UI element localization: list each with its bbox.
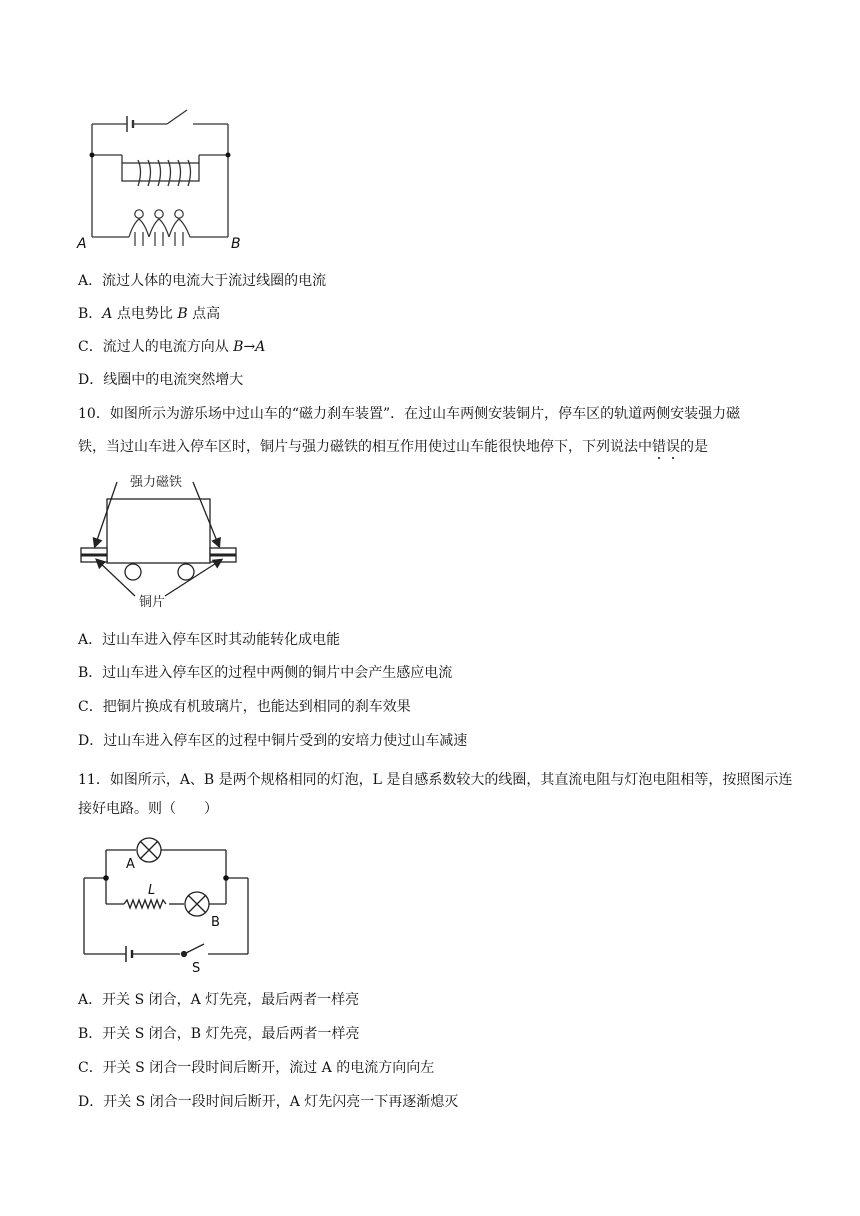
q11-option-a[interactable]	[78, 990, 359, 1010]
emphasis-char: 误	[666, 439, 680, 455]
option-text: 开关 S 闭合，A 灯先亮，最后两者一样亮	[102, 992, 360, 1008]
option-letter: D．	[78, 733, 104, 749]
q9-option-a[interactable]	[78, 271, 326, 291]
q9-label-b: B	[231, 236, 241, 252]
q9-option-b[interactable]	[78, 304, 220, 324]
coil-label: L	[148, 883, 156, 898]
q11-circuit-figure	[80, 834, 255, 974]
q10-stem-line-2	[78, 437, 708, 457]
copper-label: 铜片	[139, 595, 166, 610]
q10-option-b[interactable]	[78, 663, 452, 683]
option-letter: C．	[78, 339, 103, 355]
q9-option-c[interactable]	[78, 337, 265, 357]
option-text: 开关 S 闭合，B 灯先亮，最后两者一样亮	[102, 1026, 360, 1042]
option-letter: B．	[78, 665, 103, 681]
option-letter: B．	[78, 1026, 103, 1042]
switch-label: S	[192, 961, 201, 974]
q10-option-d[interactable]	[78, 731, 467, 751]
q9-circuit-figure	[75, 100, 255, 252]
q11-option-d[interactable]	[78, 1092, 458, 1112]
q11-option-b[interactable]	[78, 1024, 360, 1044]
point-a-label: A	[102, 306, 113, 322]
option-text: 过山车进入停车区时其动能转化成电能	[102, 632, 341, 648]
lamp-b-label: B	[211, 915, 220, 930]
point-b-label: B	[177, 306, 188, 322]
option-letter: D．	[78, 372, 104, 388]
q11-stem: 11．如图所示，A、B 是两个规格相同的灯泡，L 是自感系数较大的线圈，其直流电阻与灯泡电阻相等，按照图示连接好电路。则（ ）	[78, 772, 793, 817]
lamp-a-label: A	[126, 857, 135, 872]
option-text: 开关 S 闭合一段时间后断开，流过 A 的电流方向向左	[102, 1060, 435, 1076]
q11-option-c[interactable]	[78, 1058, 434, 1078]
option-text: 开关 S 闭合一段时间后断开，A 灯先闪亮一下再逐渐熄灭	[103, 1094, 459, 1110]
option-text: 把铜片换成有机玻璃片，也能达到相同的刹车效果	[102, 699, 411, 715]
option-text: 点电势比	[112, 306, 178, 322]
option-text: 过山车进入停车区的过程中两侧的铜片中会产生感应电流	[102, 665, 453, 681]
option-letter: A．	[78, 992, 103, 1008]
magnet-label: 强力磁铁	[130, 475, 183, 490]
stem-text: 铁，当过山车进入停车区时，铜片与强力磁铁的相互作用使过山车能很快地停下，下列说法中	[78, 439, 652, 455]
option-letter: C．	[78, 699, 103, 715]
current-path: B→A	[233, 339, 266, 355]
q10-magnetic-brake-figure	[75, 466, 245, 616]
option-letter: A．	[78, 632, 103, 648]
q9-option-d[interactable]	[78, 370, 243, 390]
q10-stem-line-1: 10．如图所示为游乐场中过山车的“磁力刹车装置”．在过山车两侧安装铜片，停车区的轨道两侧安装强力磁	[78, 406, 741, 422]
option-text: 过山车进入停车区的过程中铜片受到的安培力使过山车减速	[103, 733, 468, 749]
option-letter: B．	[78, 306, 103, 322]
option-text: 流过人体的电流大于流过线圈的电流	[102, 273, 327, 289]
option-text: 流过人的电流方向从	[102, 339, 234, 355]
q10-option-a[interactable]	[78, 630, 340, 650]
option-text: 线圈中的电流突然增大	[103, 372, 244, 388]
option-letter: A．	[78, 273, 103, 289]
emphasis-char: 错	[652, 439, 666, 455]
q9-label-a: A	[77, 236, 87, 252]
option-letter: C．	[78, 1060, 103, 1076]
q10-option-c[interactable]	[78, 697, 411, 717]
option-letter: D．	[78, 1094, 104, 1110]
stem-text: 的是	[680, 439, 708, 455]
option-text: 点高	[187, 306, 221, 322]
